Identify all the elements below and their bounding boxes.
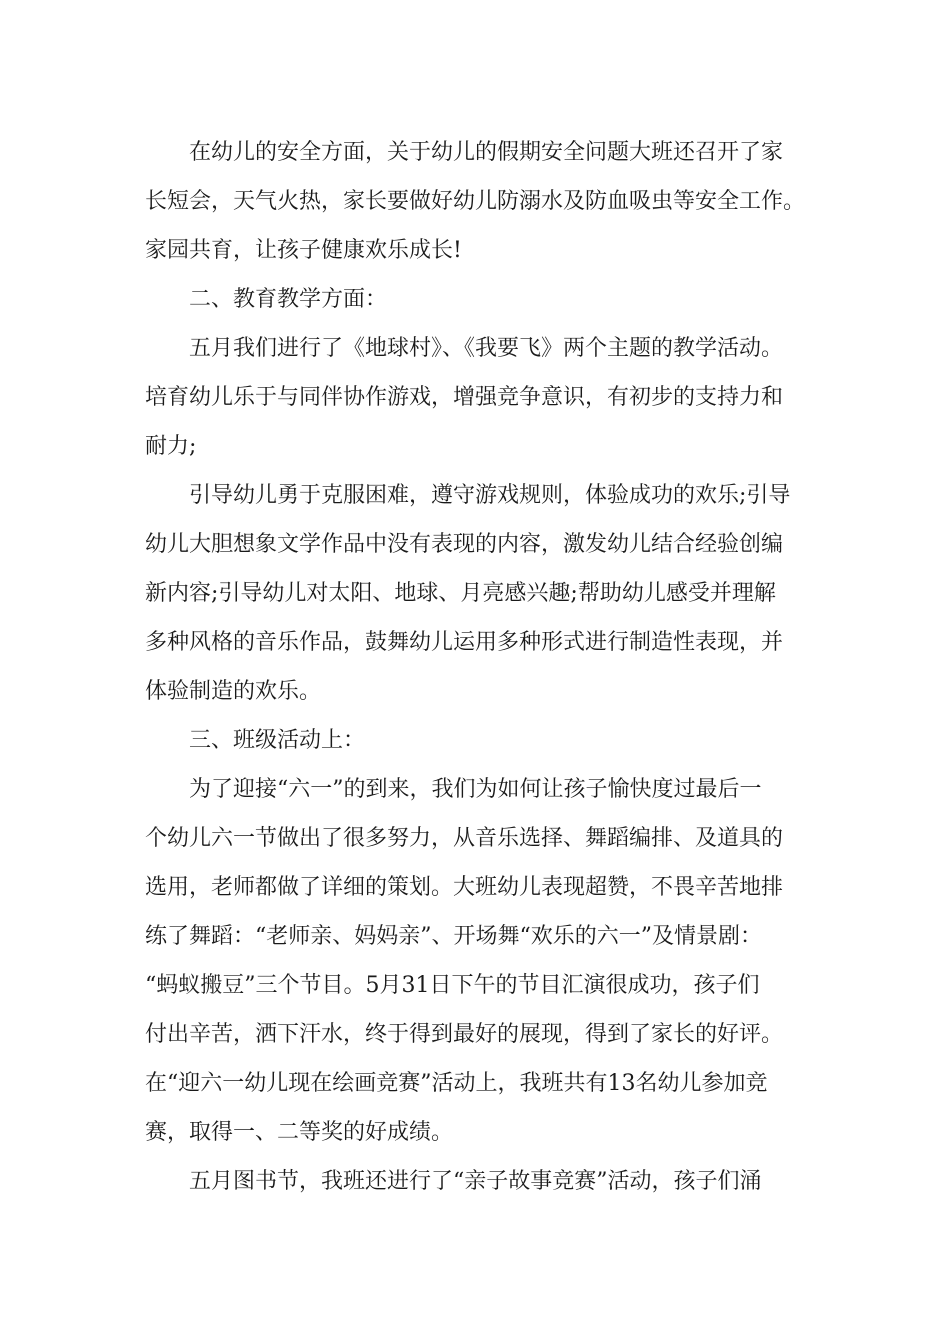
paragraph-childrens-day bbox=[145, 765, 815, 1157]
text-line: 体验制造的欢乐。 bbox=[145, 679, 322, 704]
text-line: 在“迎六一幼儿现在绘画竞赛”活动上，我班共有13名幼儿参加竞 bbox=[145, 1071, 768, 1096]
paragraph-book-festival bbox=[145, 1157, 815, 1206]
paragraph-themes bbox=[145, 324, 815, 471]
paragraph-guidance bbox=[145, 471, 815, 716]
text-line: 五月图书节，我班还进行了“亲子故事竞赛”活动，孩子们涌 bbox=[189, 1169, 762, 1194]
text-line: 五月我们进行了《地球村》、《我要飞》两个主题的教学活动。 bbox=[189, 336, 784, 361]
text-line: 为了迎接“六一”的到来，我们为如何让孩子愉快度过最后一 bbox=[189, 777, 762, 802]
text-line: 幼儿大胆想象文学作品中没有表现的内容，激发幼儿结合经验创编 bbox=[145, 532, 784, 557]
text-line: 选用，老师都做了详细的策划。大班幼儿表现超赞，不畏辛苦地排 bbox=[145, 875, 784, 900]
paragraph-safety bbox=[145, 128, 815, 275]
text-line: 个幼儿六一节做出了很多努力，从音乐选择、舞蹈编排、及道具的 bbox=[145, 826, 784, 851]
text-line: 培育幼儿乐于与同伴协作游戏，增强竞争意识，有初步的支持力和 bbox=[145, 385, 784, 410]
section-heading: 二、教育教学方面： bbox=[189, 287, 388, 312]
text-line: 长短会，天气火热，家长要做好幼儿防溺水及防血吸虫等安全工作。 bbox=[145, 189, 806, 214]
text-line: 新内容;引导幼儿对太阳、地球、月亮感兴趣;帮助幼儿感受并理解 bbox=[145, 581, 776, 606]
text-line: 赛，取得一、二等奖的好成绩。 bbox=[145, 1120, 454, 1145]
section-heading: 三、班级活动上： bbox=[189, 728, 366, 753]
section-heading-education bbox=[145, 275, 815, 324]
section-heading-class-activities bbox=[145, 716, 815, 765]
text-line: 在幼儿的安全方面，关于幼儿的假期安全问题大班还召开了家 bbox=[189, 140, 784, 165]
text-line: 多种风格的音乐作品，鼓舞幼儿运用多种形式进行制造性表现，并 bbox=[145, 630, 784, 655]
text-line: 练了舞蹈：“老师亲、妈妈亲”、开场舞“欢乐的六一”及情景剧： bbox=[145, 924, 762, 949]
text-line: 家园共育，让孩子健康欢乐成长! bbox=[145, 238, 462, 263]
text-line: 付出辛苦，洒下汗水，终于得到最好的展现，得到了家长的好评。 bbox=[145, 1022, 784, 1047]
text-line: 耐力; bbox=[145, 434, 197, 459]
text-line: “蚂蚁搬豆”三个节目。5月31日下午的节目汇演很成功，孩子们 bbox=[145, 973, 760, 998]
document-body bbox=[145, 128, 815, 1206]
text-line: 引导幼儿勇于克服困难，遵守游戏规则，体验成功的欢乐;引导 bbox=[189, 483, 791, 508]
